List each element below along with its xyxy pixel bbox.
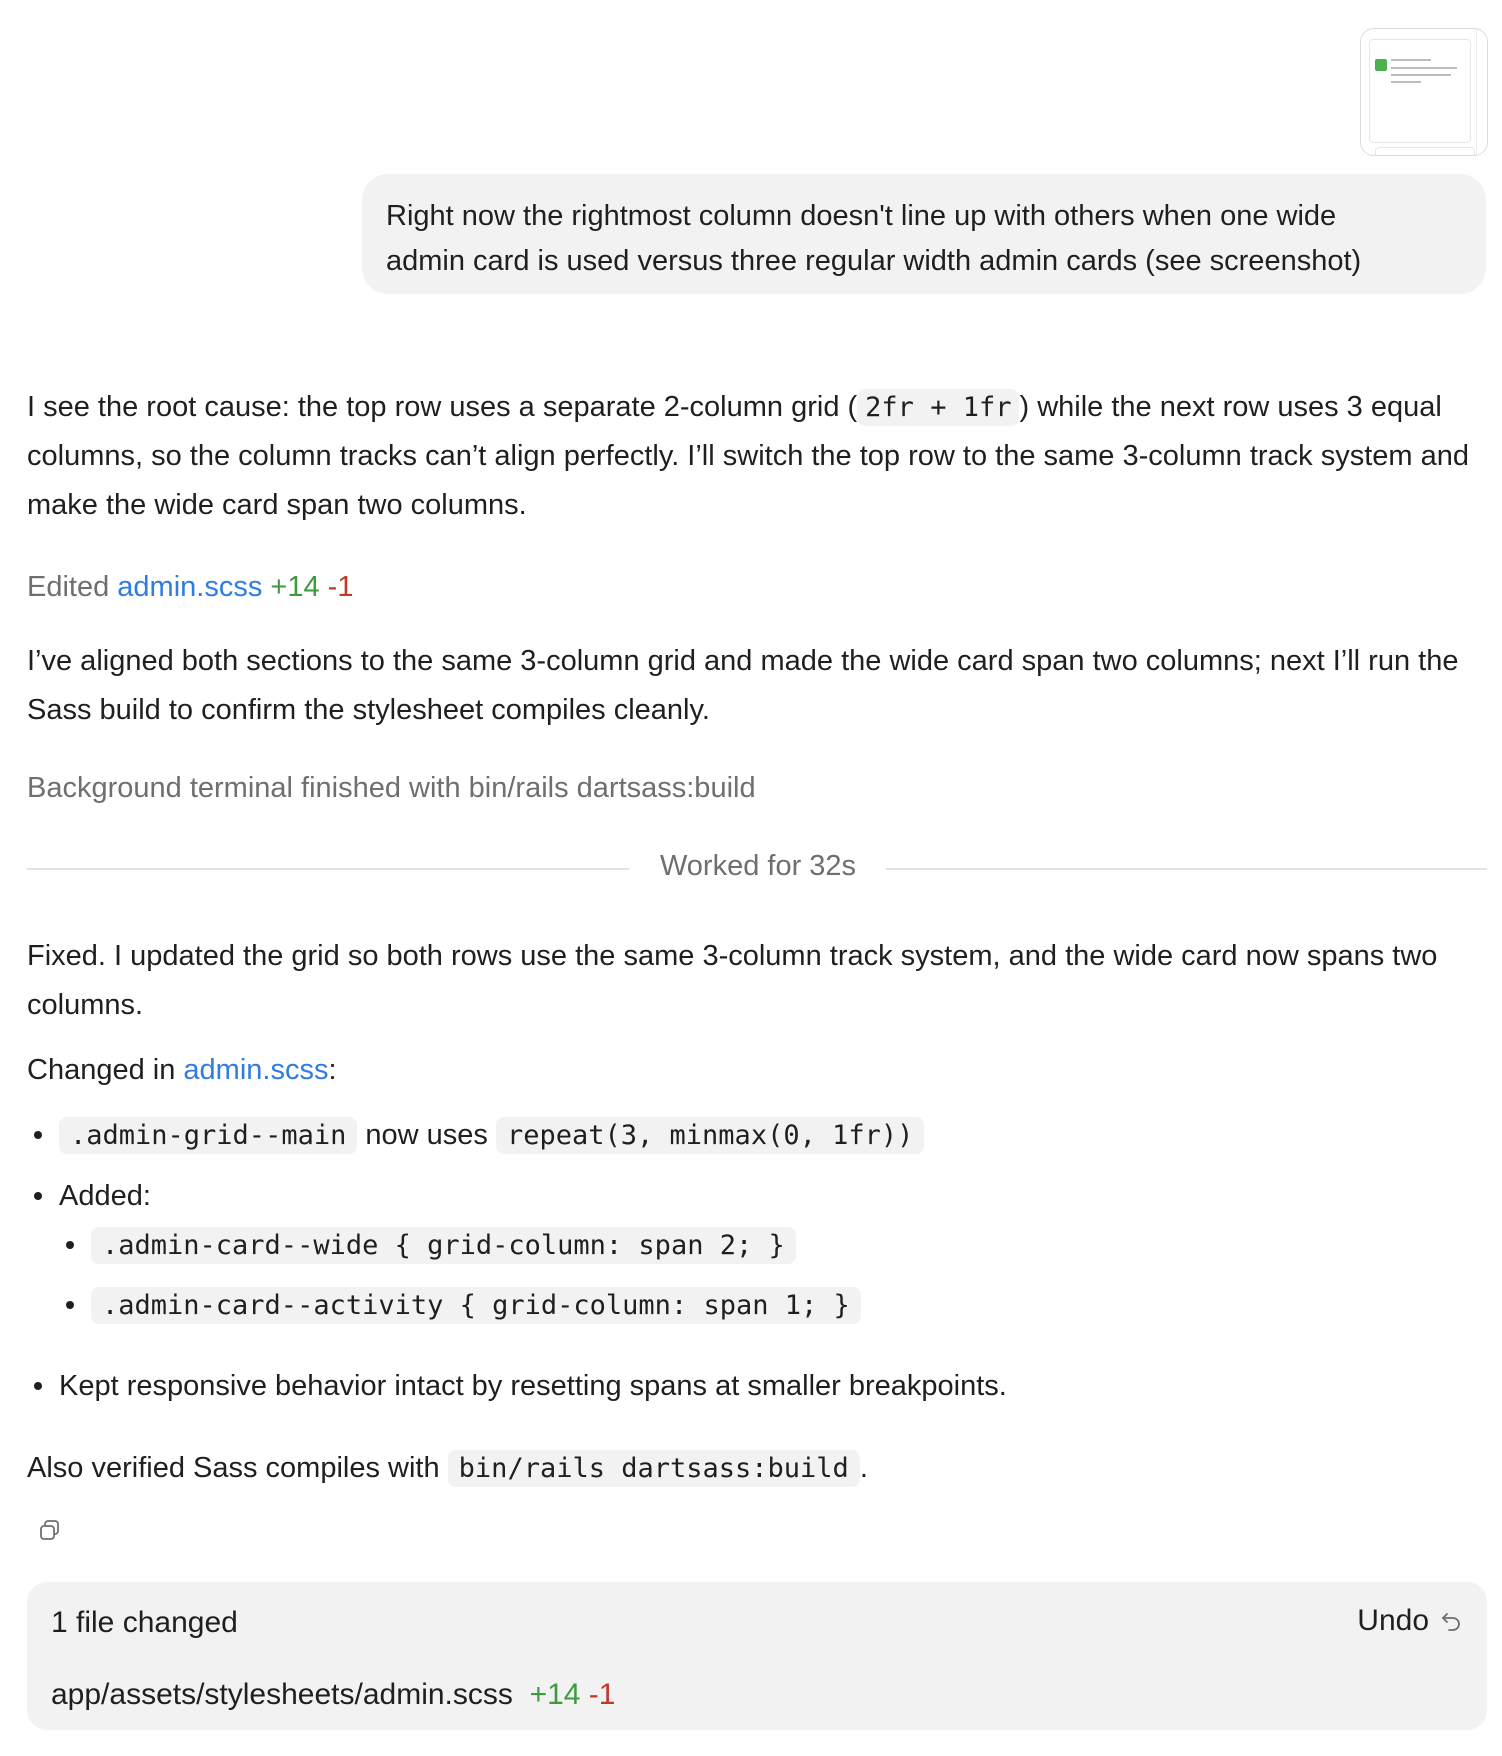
sub-bullet-item <box>91 1285 861 1326</box>
changed-file-path: app/assets/stylesheets/admin.scss <box>51 1678 513 1711</box>
user-message-line: Right now the rightmost column doesn't line up with others when one wide <box>386 200 1337 232</box>
intro-text: I see the root cause: the top row uses a separate 2-column grid ( <box>27 391 858 423</box>
changed-in-label: Changed in <box>27 1054 176 1086</box>
edited-file-link[interactable]: admin.scss <box>117 571 263 603</box>
bullet-dot <box>34 1382 42 1390</box>
copy-icon[interactable] <box>38 1518 62 1542</box>
inline-code: .admin-grid--main <box>59 1117 357 1154</box>
divider-right <box>886 868 1487 870</box>
thumbnail-panel <box>1369 39 1471 143</box>
inline-code: .admin-card--activity { grid-column: span 1; } <box>91 1287 861 1324</box>
files-changed-panel <box>27 1582 1487 1730</box>
thumbnail-line <box>1391 74 1451 76</box>
verified-end: . <box>859 1452 868 1484</box>
intro-text: ) while the next row uses 3 equal columns, so the column tracks can’t align perfectly. I’ll switch the top row to the same 3-column track system and make the wide card span two columns. <box>27 391 1469 521</box>
inline-code: bin/rails dartsass:build <box>448 1450 860 1487</box>
thumbnail-panel <box>1375 147 1475 156</box>
undo-button[interactable] <box>1357 1604 1463 1638</box>
changed-in-row <box>27 1046 1487 1095</box>
inline-code: 2fr + 1fr <box>857 389 1019 426</box>
inline-code: repeat(3, minmax(0, 1fr)) <box>496 1117 924 1154</box>
sub-bullet-dot <box>66 1241 74 1249</box>
bullet-dot <box>34 1131 42 1139</box>
user-message-line: admin card is used versus three regular width admin cards (see screenshot) <box>386 245 1362 277</box>
undo-label: Undo <box>1357 1604 1429 1637</box>
thumbnail-line <box>1391 81 1421 83</box>
file-lines-added: +14 <box>529 1678 581 1711</box>
inline-code: .admin-card--wide { grid-column: span 2; } <box>91 1227 796 1264</box>
changed-in-file-link[interactable]: admin.scss <box>183 1054 329 1086</box>
divider-left <box>27 868 629 870</box>
sub-bullet-dot <box>66 1301 74 1309</box>
bullet-text: now uses <box>365 1119 488 1151</box>
changed-in-colon: : <box>328 1054 337 1086</box>
bullet-item: Kept responsive behavior intact by resetting spans at smaller breakpoints. <box>59 1370 1007 1402</box>
screenshot-thumbnail[interactable] <box>1360 28 1488 156</box>
lines-added: +14 <box>270 571 320 603</box>
edited-file-row <box>27 563 1487 612</box>
changed-file-row[interactable] <box>51 1678 615 1712</box>
worked-duration: Worked for 32s <box>659 850 857 882</box>
undo-icon <box>1439 1609 1463 1633</box>
thumbnail-status-icon <box>1375 59 1387 71</box>
file-lines-removed: -1 <box>588 1678 616 1711</box>
assistant-intro-paragraph <box>27 383 1487 530</box>
thumbnail-line <box>1391 59 1431 61</box>
verified-row <box>27 1448 868 1489</box>
verified-text: Also verified Sass compiles with <box>27 1452 440 1484</box>
edited-label: Edited <box>27 571 110 603</box>
files-changed-title: 1 file changed <box>51 1606 238 1639</box>
thumbnail-scrollbar <box>1476 29 1487 155</box>
sub-bullet-item <box>91 1225 796 1266</box>
bullet-item <box>59 1115 924 1156</box>
progress-paragraph: I’ve aligned both sections to the same 3-column grid and made the wide card span two columns; next I’ll run the Sass build to confirm the stylesheet compiles cleanly. <box>27 645 1459 726</box>
user-message-bubble <box>362 174 1486 294</box>
fixed-paragraph: Fixed. I updated the grid so both rows use the same 3-column track system, and the wide card now spans two columns. <box>27 940 1438 1021</box>
terminal-status[interactable]: Background terminal finished with bin/rails dartsass:build <box>27 772 756 804</box>
bullet-dot <box>34 1192 42 1200</box>
lines-removed: -1 <box>327 571 354 603</box>
thumbnail-line <box>1391 67 1457 69</box>
bullet-item: Added: <box>59 1180 151 1212</box>
